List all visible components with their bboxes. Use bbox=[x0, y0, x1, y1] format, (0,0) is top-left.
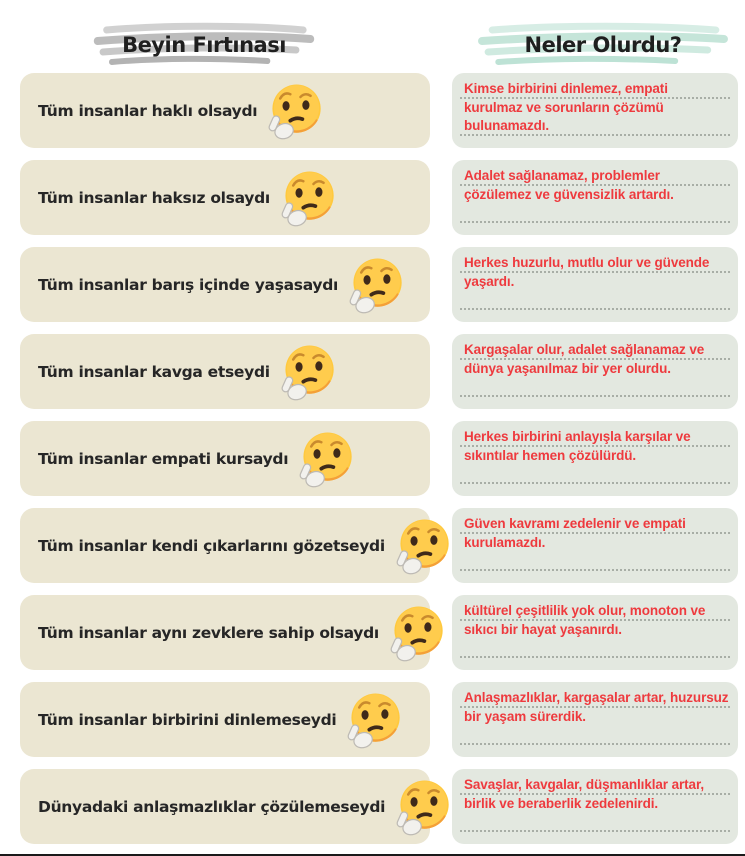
answer-line: bulunamazdı. bbox=[464, 118, 550, 133]
worksheet-row bbox=[0, 508, 745, 583]
worksheet-row bbox=[0, 682, 745, 757]
worksheet-row bbox=[0, 160, 745, 235]
thinking-face-icon bbox=[348, 256, 404, 317]
header-brainstorm bbox=[92, 22, 316, 68]
answer-line: kültürel çeşitlilik yok olur, monoton ve bbox=[464, 603, 706, 618]
thinking-face-icon bbox=[395, 778, 451, 839]
writing-line bbox=[460, 482, 730, 484]
worksheet-row bbox=[0, 73, 745, 148]
answer-line: Herkes huzurlu, mutlu olur ve güvende bbox=[464, 255, 710, 270]
worksheet-row bbox=[0, 247, 745, 322]
prompt-box bbox=[20, 508, 430, 583]
writing-line bbox=[460, 308, 730, 310]
column-title-what-would-happen: Neler Olurdu? bbox=[524, 33, 682, 57]
thinking-face-icon bbox=[280, 343, 336, 404]
answer-line: birlik ve beraberlik zedelenirdi. bbox=[464, 795, 659, 811]
prompt-label: Tüm insanlar kendi çıkarlarını gözetseydi bbox=[38, 536, 385, 555]
answer-box bbox=[452, 160, 738, 235]
answer-line: Adalet sağlanamaz, problemler bbox=[464, 168, 660, 183]
answer-line: Güven kavramı zedelenir ve empati bbox=[464, 516, 686, 531]
worksheet-row bbox=[0, 595, 745, 670]
worksheet-row bbox=[0, 334, 745, 409]
answer-line: dünya yaşanılmaz bir yer olurdu. bbox=[464, 360, 671, 376]
thinking-face-icon bbox=[267, 82, 323, 143]
answer-text bbox=[464, 515, 728, 552]
prompt-box bbox=[20, 73, 430, 148]
answer-line: sıkıntılar hemen çözülürdü. bbox=[464, 447, 637, 463]
prompt-box bbox=[20, 421, 430, 496]
answer-box bbox=[452, 334, 738, 409]
answer-line: yaşardı. bbox=[464, 273, 515, 289]
thinking-face-icon bbox=[346, 691, 402, 752]
answer-line: Kargaşalar olur, adalet sağlanamaz ve bbox=[464, 342, 705, 357]
column-title-brainstorm: Beyin Fırtınası bbox=[122, 33, 286, 57]
prompt-label: Tüm insanlar kavga etseydi bbox=[38, 362, 270, 381]
thinking-face-icon bbox=[389, 604, 445, 665]
answer-text bbox=[464, 254, 728, 291]
prompt-box bbox=[20, 247, 430, 322]
answer-box bbox=[452, 508, 738, 583]
answer-box bbox=[452, 682, 738, 757]
answer-line: Kimse birbirini dinlemez, empati bbox=[464, 81, 668, 96]
answer-text bbox=[464, 341, 728, 378]
prompt-label: Dünyadaki anlaşmazlıklar çözülemeseydi bbox=[38, 797, 386, 816]
answer-text bbox=[464, 689, 728, 726]
header-what-would-happen bbox=[476, 22, 730, 68]
prompt-label: Tüm insanlar barış içinde yaşasaydı bbox=[38, 275, 339, 294]
answer-box bbox=[452, 247, 738, 322]
worksheet-rows bbox=[0, 73, 745, 844]
answer-line: sıkıcı bir hayat yaşanırdı. bbox=[464, 621, 622, 637]
prompt-label: Tüm insanlar haklı olsaydı bbox=[38, 101, 258, 120]
answer-text bbox=[464, 428, 728, 465]
writing-line bbox=[460, 830, 730, 832]
answer-text bbox=[464, 167, 728, 204]
answer-text bbox=[464, 80, 728, 136]
prompt-label: Tüm insanlar aynı zevklere sahip olsaydı bbox=[38, 623, 379, 642]
answer-box bbox=[452, 421, 738, 496]
answer-line: kurulmaz ve sorunların çözümü bbox=[464, 99, 664, 115]
prompt-label: Tüm insanlar haksız olsaydı bbox=[38, 188, 270, 207]
prompt-label: Tüm insanlar birbirini dinlemeseydi bbox=[38, 710, 337, 729]
answer-line: Anlaşmazlıklar, kargaşalar artar, huzursuz bbox=[464, 690, 729, 705]
answer-text bbox=[464, 602, 728, 639]
worksheet-row bbox=[0, 421, 745, 496]
prompt-box bbox=[20, 682, 430, 757]
answer-line: bir yaşam sürerdik. bbox=[464, 708, 586, 724]
answer-line: Herkes birbirini anlayışla karşılar ve bbox=[464, 429, 691, 444]
writing-line bbox=[460, 221, 730, 223]
writing-line bbox=[460, 656, 730, 658]
answer-line: çözülemez ve güvensizlik artardı. bbox=[464, 186, 674, 202]
answer-line: kurulamazdı. bbox=[464, 534, 546, 550]
thinking-face-icon bbox=[395, 517, 451, 578]
writing-line bbox=[460, 569, 730, 571]
answer-box bbox=[452, 595, 738, 670]
answer-line: Savaşlar, kavgalar, düşmanlıklar artar, bbox=[464, 777, 705, 792]
writing-line bbox=[460, 743, 730, 745]
answer-text bbox=[464, 776, 728, 813]
thinking-face-icon bbox=[280, 169, 336, 230]
prompt-box bbox=[20, 769, 430, 844]
writing-line bbox=[460, 395, 730, 397]
prompt-box bbox=[20, 160, 430, 235]
prompt-label: Tüm insanlar empati kursaydı bbox=[38, 449, 289, 468]
prompt-box bbox=[20, 334, 430, 409]
answer-box bbox=[452, 769, 738, 844]
answer-box bbox=[452, 73, 738, 148]
thinking-face-icon bbox=[298, 430, 354, 491]
worksheet-row bbox=[0, 769, 745, 844]
prompt-box bbox=[20, 595, 430, 670]
